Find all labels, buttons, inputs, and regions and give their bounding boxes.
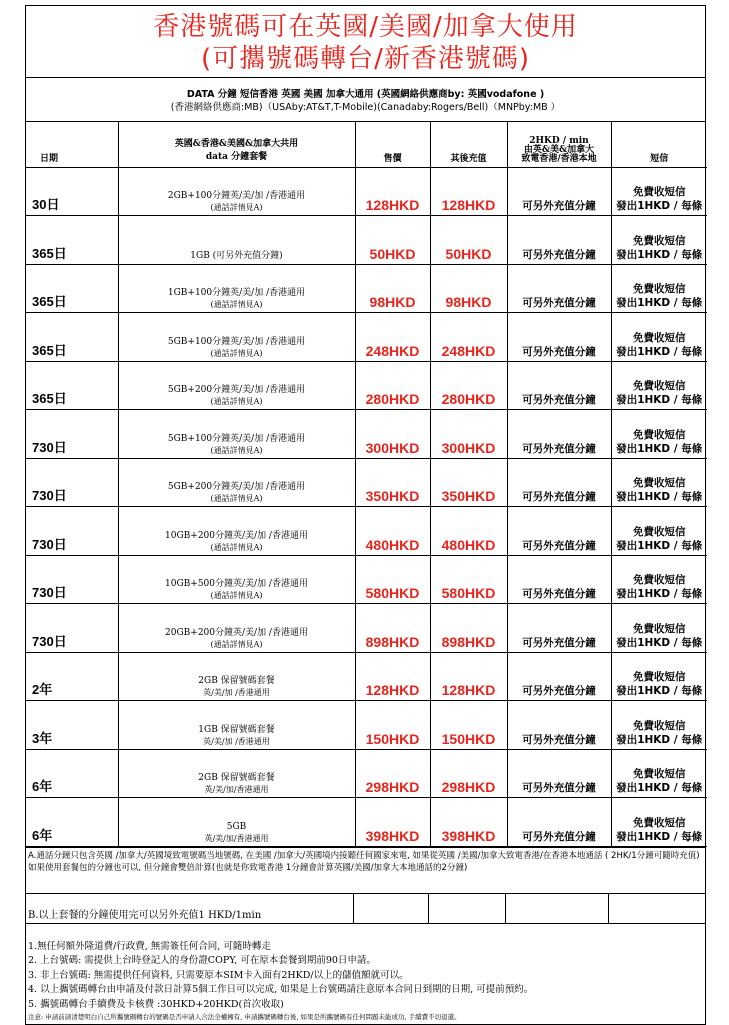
plan-call-topup: 可另外充值分鐘 [507, 167, 611, 216]
plan-description [118, 458, 355, 507]
title-line-1: 香港號碼可在英國/美國/加拿大使用 [153, 12, 578, 42]
plan-name: 2GB 保留號碼套餐 [198, 676, 275, 686]
table-row [26, 555, 707, 604]
sms-send: 發出1HKD / 每條 [616, 345, 703, 358]
plan-period: 365日 [26, 313, 118, 362]
title-line-2: (可攜號碼轉台/新香港號碼) [200, 44, 531, 74]
sms-send: 發出1HKD / 每條 [616, 636, 703, 649]
plan-note: (通話詳情見A) [210, 591, 263, 600]
plan-topup-price: 280HKD [430, 361, 507, 410]
plan-note: (通話詳情見A) [210, 639, 263, 649]
table-row [26, 749, 707, 798]
sms-receive: 免費收短信 [633, 525, 686, 538]
plan-name: 1GB+100分鐘英/美/加 /香港通用 [167, 288, 306, 298]
plan-name: 5GB+100分鐘英/美/加 /香港通用 [167, 433, 306, 444]
plan-call-topup: 可另外充值分鐘 [507, 555, 611, 604]
header-topup-price: 其後充值 [430, 122, 507, 167]
page-title [26, 6, 705, 78]
term-item: 1.無任何額外隆道費/行政費, 無需簽任何合同, 可隨時轉走 [28, 940, 271, 952]
plan-name: 2GB+100分鐘英/美/加 /香港通用 [167, 191, 306, 201]
empty-cell [429, 894, 506, 923]
plan-sms [611, 264, 707, 313]
term-item: 2. 上台號碼: 需提供上台時登記人的身份證COPY, 可在原本套餐到期前90日申請。 [28, 955, 376, 966]
empty-cell [506, 894, 610, 923]
plan-period: 365日 [26, 216, 118, 265]
header-period: 日期 [26, 122, 118, 167]
plan-topup-price: 128HKD [430, 652, 507, 701]
plan-call-topup: 可另外充值分鐘 [507, 264, 611, 313]
plan-description [118, 216, 355, 265]
provider-info [26, 78, 705, 122]
plan-period: 6年 [26, 798, 118, 847]
term-item: 5. 攜號碼轉台手續費及卡核費 :30HKD+20HKD(首次收取) [28, 998, 284, 1010]
plan-price: 398HKD [355, 798, 430, 847]
table-row [26, 313, 707, 362]
table-row [26, 216, 707, 265]
plan-name: 5GB+100分鐘英/美/加 /香港通用 [167, 336, 306, 347]
plan-period: 6年 [26, 749, 118, 798]
plan-period: 365日 [26, 361, 118, 410]
plan-topup-price: 298HKD [430, 749, 507, 798]
header-plan-line-1: 英國&香港&美國&加拿大共用 [174, 138, 299, 149]
plan-call-topup: 可另外充值分鐘 [507, 216, 611, 265]
plan-period: 2年 [26, 652, 118, 701]
plan-note: (通話詳情見A) [210, 203, 263, 212]
plan-note: 英/美/加/香港通用 [204, 833, 269, 843]
plan-note: 英/美/加 /香港通用 [203, 736, 270, 746]
plan-note: (通話詳情見A) [210, 494, 263, 503]
plan-price: 480HKD [355, 507, 430, 556]
sms-receive: 免費收短信 [633, 574, 686, 586]
header-per-minute-line-3: 致電香港/香港本地 [521, 153, 597, 164]
plan-price: 98HKD [355, 264, 430, 313]
plan-sms [611, 410, 707, 459]
plan-description [118, 652, 355, 701]
header-sms: 短信 [611, 122, 707, 167]
plan-topup-price: 150HKD [430, 701, 507, 750]
plan-note: (通話詳情見A) [210, 542, 263, 552]
plan-sms [611, 652, 707, 701]
plan-topup-price: 50HKD [430, 216, 507, 265]
plan-description [118, 798, 355, 847]
plan-price: 898HKD [355, 604, 430, 653]
plan-note: (通話詳情見A) [210, 397, 263, 406]
empty-cell [354, 894, 429, 923]
sms-send: 發出1HKD / 每條 [616, 539, 703, 552]
plan-sms [611, 604, 707, 653]
plan-period: 730日 [26, 604, 118, 653]
plan-note: (通話詳情見A) [210, 300, 263, 309]
plan-price: 150HKD [355, 701, 430, 750]
plan-price: 350HKD [355, 458, 430, 507]
plan-period: 3年 [26, 701, 118, 750]
plan-description [118, 410, 355, 459]
plan-name: 1GB 保留號碼套餐 [198, 724, 275, 735]
plan-name: 1GB (可另外充值分鐘) [190, 250, 283, 261]
plan-price: 128HKD [355, 167, 430, 216]
plan-price: 50HKD [355, 216, 430, 265]
fine-print: 注意: 申請前請清楚明白自己所攜號碼轉台的號碼是否申請人合法全權擁有, 申請攜號碼轉台後, 如果是所攜號碼有任何問題未能成功, 手續費不切退還。 [28, 1013, 461, 1021]
plan-name: 5GB+200分鐘英/美/加 /香港通用 [167, 385, 306, 395]
plan-sms [611, 216, 707, 265]
plan-call-topup: 可另外充值分鐘 [507, 410, 611, 459]
header-per-minute-line-1: 2HKD / min [529, 135, 589, 146]
plan-note: 英/美/加 /香港通用 [203, 688, 270, 697]
sms-send: 發出1HKD / 每條 [616, 297, 703, 309]
sms-send: 發出1HKD / 每條 [616, 685, 703, 697]
sms-receive: 免費收短信 [633, 671, 686, 683]
plan-sms [611, 361, 707, 410]
plan-call-topup: 可另外充值分鐘 [507, 749, 611, 798]
plan-price: 280HKD [355, 361, 430, 410]
plan-call-topup: 可另外充值分鐘 [507, 361, 611, 410]
header-plan [118, 122, 355, 167]
table-row [26, 264, 707, 313]
sms-send: 發出1HKD / 每條 [616, 248, 703, 261]
plan-topup-price: 98HKD [430, 264, 507, 313]
table-row [26, 604, 707, 653]
sms-send: 發出1HKD / 每條 [616, 733, 703, 746]
table-row [26, 458, 707, 507]
header-price: 售價 [355, 122, 430, 167]
header-per-minute [507, 122, 611, 167]
plan-note: (通話詳情見A) [210, 348, 263, 358]
note-a: A.通話分鐘只包含英國 /加拿大/英國境致電號碼当地號碼, 在美國 /加拿大/英國境内接聽任何國家來電, 如果從英國 /美國/加拿大致電香港/在香港本地通話 ( 2HK/1分鐘可隨時充值) 如果使用套餐包的分鐘也可以, 但分鐘會雙倍計算(也就是你致電香港 1分鐘會計算英國/美國/加拿大本地通話的2分鐘) [26, 847, 705, 893]
sms-send: 發出1HKD / 每條 [616, 394, 703, 406]
plan-period: 30日 [26, 167, 118, 216]
plan-topup-price: 248HKD [430, 313, 507, 362]
sms-send: 發出1HKD / 每條 [616, 200, 703, 212]
plan-name: 10GB+500分鐘英/美/加 /香港通用 [165, 579, 308, 589]
note-b-row [26, 893, 705, 923]
plan-description [118, 264, 355, 313]
plan-price: 128HKD [355, 652, 430, 701]
term-item: 3. 非上台號碼: 無需提供任何資料, 只需要原本SIM卡入面有2HKD/以上的儲值額就可以。 [28, 969, 409, 981]
term-item: 4. 以上攜號碼轉台由申請及付款日計算5個工作日可以完成, 如果是上台號碼請注意原本合同日到期的日期, 可提前預約。 [28, 984, 534, 995]
header-per-minute-line-2: 由英&美&加拿大 [523, 144, 595, 155]
header-plan-line-2: data 分鐘套餐 [205, 151, 268, 162]
plan-topup-price: 128HKD [430, 167, 507, 216]
plan-sms [611, 555, 707, 604]
empty-cell [609, 894, 705, 923]
sms-send: 發出1HKD / 每條 [616, 442, 703, 455]
plan-note: 英/美/加/香港通用 [204, 785, 269, 794]
sms-send: 發出1HKD / 每條 [616, 830, 703, 843]
sms-receive: 免費收短信 [633, 622, 686, 635]
table-row [26, 507, 707, 556]
plan-description [118, 507, 355, 556]
sms-send: 發出1HKD / 每條 [616, 782, 703, 794]
plan-topup-price: 398HKD [430, 798, 507, 847]
plan-period: 730日 [26, 410, 118, 459]
plan-period: 365日 [26, 264, 118, 313]
plan-description [118, 749, 355, 798]
plan-sms [611, 749, 707, 798]
plan-description [118, 604, 355, 653]
plan-description [118, 167, 355, 216]
plan-call-topup: 可另外充值分鐘 [507, 507, 611, 556]
plan-description [118, 313, 355, 362]
plan-topup-price: 480HKD [430, 507, 507, 556]
plan-description [118, 701, 355, 750]
plan-topup-price: 300HKD [430, 410, 507, 459]
sms-receive: 免費收短信 [633, 768, 686, 780]
plan-name: 5GB [226, 821, 247, 832]
plan-sms [611, 507, 707, 556]
plan-name: 2GB 保留號碼套餐 [198, 773, 275, 783]
sms-receive: 免費收短信 [633, 234, 686, 247]
sms-receive: 免費收短信 [633, 428, 686, 441]
table-header-row [26, 122, 707, 167]
provider-line-1: DATA 分鐘 短信香港 英國 美國 加拿大通用 (英國網絡供應商by: 英國vodafone ) [186, 89, 545, 100]
plan-period: 730日 [26, 507, 118, 556]
table-row [26, 410, 707, 459]
plan-topup-price: 350HKD [430, 458, 507, 507]
plan-topup-price: 580HKD [430, 555, 507, 604]
table-row [26, 701, 707, 750]
plan-price: 298HKD [355, 749, 430, 798]
price-sheet [25, 5, 706, 1025]
plan-price: 300HKD [355, 410, 430, 459]
plan-description [118, 555, 355, 604]
plan-call-topup: 可另外充值分鐘 [507, 652, 611, 701]
plan-call-topup: 可另外充值分鐘 [507, 458, 611, 507]
table-row [26, 798, 707, 847]
plan-name: 20GB+200分鐘英/美/加 /香港通用 [165, 627, 308, 638]
sms-receive: 免費收短信 [633, 283, 686, 295]
plan-sms [611, 701, 707, 750]
plan-sms [611, 167, 707, 216]
plan-sms [611, 458, 707, 507]
plan-call-topup: 可另外充值分鐘 [507, 798, 611, 847]
sms-receive: 免費收短信 [633, 186, 686, 198]
plan-price: 248HKD [355, 313, 430, 362]
table-row [26, 167, 707, 216]
plan-name: 10GB+200分鐘英/美/加 /香港通用 [165, 530, 308, 541]
provider-line-2: (香港網絡供應商:MB)（USAby:AT&T,T-Mobile)(Canadaby:Rogers/Bell)（MNPby:MB ） [170, 102, 561, 113]
plan-call-topup: 可另外充值分鐘 [507, 313, 611, 362]
plan-price: 580HKD [355, 555, 430, 604]
plan-period: 730日 [26, 555, 118, 604]
plan-note: (通話詳情見A) [210, 445, 263, 455]
terms-section [26, 923, 705, 1025]
plan-call-topup: 可另外充值分鐘 [507, 701, 611, 750]
plan-name: 5GB+200分鐘英/美/加 /香港通用 [167, 482, 306, 492]
note-b: B.以上套餐的分鐘使用完可以另外充值1 HKD/1min [26, 894, 354, 923]
plan-sms [611, 313, 707, 362]
sms-receive: 免費收短信 [633, 331, 686, 344]
sms-send: 發出1HKD / 每條 [616, 491, 703, 503]
plans-table [26, 122, 707, 847]
plan-sms [611, 798, 707, 847]
table-row [26, 652, 707, 701]
table-row [26, 361, 707, 410]
sms-receive: 免費收短信 [633, 477, 686, 489]
sms-receive: 免費收短信 [633, 816, 686, 829]
sms-send: 發出1HKD / 每條 [616, 588, 703, 600]
sms-receive: 免費收短信 [633, 380, 686, 392]
plan-description [118, 361, 355, 410]
plan-call-topup: 可另外充值分鐘 [507, 604, 611, 653]
plan-topup-price: 898HKD [430, 604, 507, 653]
sms-receive: 免費收短信 [633, 719, 686, 732]
plan-period: 730日 [26, 458, 118, 507]
